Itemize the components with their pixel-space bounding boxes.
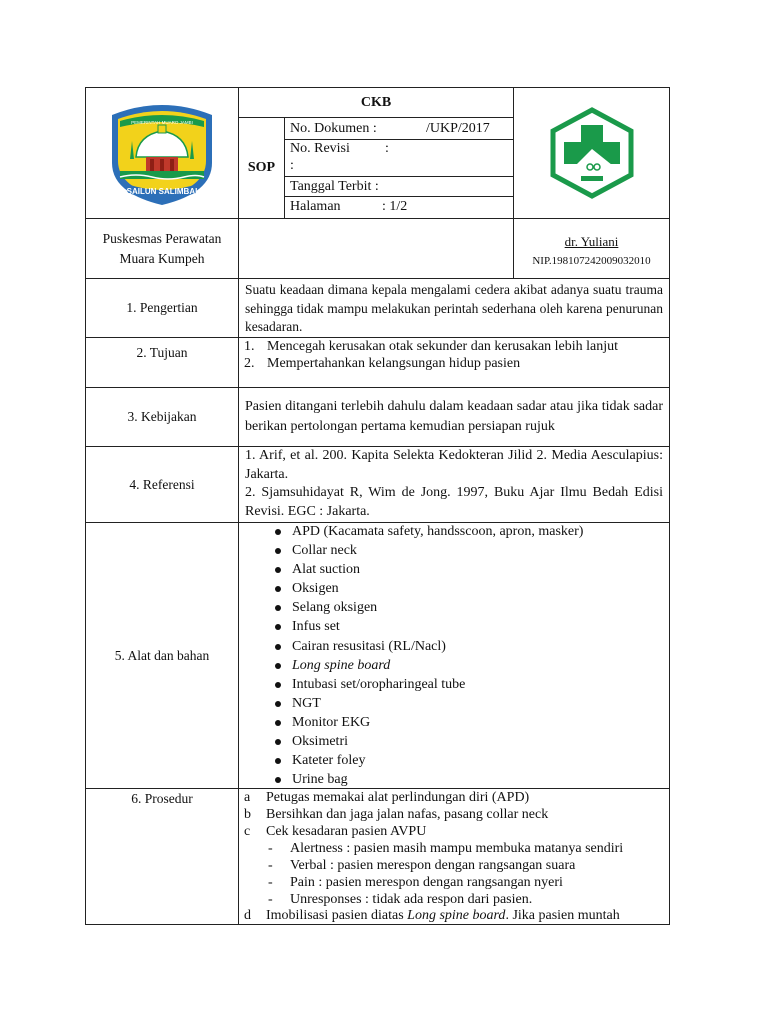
sop-label: SOP <box>247 160 276 175</box>
step-text-post: . Jika pasien muntah <box>505 908 620 923</box>
field-no-dokumen <box>290 118 510 139</box>
bullet-dash: - <box>268 892 273 907</box>
list-item: Selang oksigen <box>239 598 669 617</box>
list-text: Mencegah kerusakan otak sekunder dan kerusakan lebih lanjut <box>267 339 619 354</box>
list-item: Infus set <box>239 617 669 636</box>
border-bottom <box>85 924 670 925</box>
step-text-italic: Long spine board <box>407 908 506 923</box>
list-item: APD (Kacamata safety, handsscoon, apron, masker) <box>239 522 669 541</box>
field-label: Halaman <box>290 199 341 214</box>
field-label: No. Dokumen : <box>290 121 377 136</box>
reference-item: 1. Arif, et al. 200. Kapita Selekta Kedokteran Jilid 2. Media Aesculapius: Jakarta. <box>245 448 663 482</box>
svg-text:SAILUN SALIMBAI: SAILUN SALIMBAI <box>126 187 198 196</box>
field-halaman <box>290 197 510 218</box>
sop-divider <box>284 117 285 218</box>
bullet-dash: - <box>268 875 273 890</box>
list-item: Urine bag <box>239 770 669 789</box>
list-item: Kateter foley <box>239 751 669 770</box>
list-item <box>244 355 664 372</box>
step-key: c <box>244 824 251 839</box>
list-item: Collar neck <box>239 541 669 560</box>
list-number: 2. <box>244 356 255 371</box>
avpu-text: Unresponses : tidak ada respon dari pasien. <box>290 892 533 907</box>
kebijakan-label: 3. Kebijakan <box>127 409 197 424</box>
list-item: Alat suction <box>239 560 669 579</box>
step-key: d <box>244 908 251 923</box>
pengertian-text: Suatu keadaan dimana kepala mengalami cedera akibat adanya suatu trauma sehingga tidak mampu melakukan perintah sederhana oleh karena penurunan kesadaran. <box>245 282 663 334</box>
step-text-pre: Imobilisasi pasien diatas <box>266 908 408 923</box>
field-tanggal-terbit <box>290 177 510 196</box>
reference-item: 2. Sjamsuhidayat R, Wim de Jong. 1997, Buku Ajar Ilmu Bedah Edisi Revisi. EGC : Jakarta. <box>245 485 663 519</box>
step-text <box>266 908 620 924</box>
list-item: Cairan resusitasi (RL/Nacl) <box>239 637 669 656</box>
signatory-name: dr. Yuliani <box>564 234 619 249</box>
step-text: Cek kesadaran pasien AVPU <box>266 824 427 839</box>
field-value: : <box>385 141 389 156</box>
puskesmas-cross-icon <box>546 107 638 199</box>
list-item: Long spine board <box>239 656 669 675</box>
bullet-dash: - <box>268 841 273 856</box>
list-item: Monitor EKG <box>239 713 669 732</box>
tujuan-list <box>244 338 664 372</box>
field-value-2: : <box>290 158 294 173</box>
bullet-dash: - <box>268 858 273 873</box>
step-key: a <box>244 790 251 805</box>
document-title: CKB <box>360 94 392 110</box>
list-number: 1. <box>244 339 255 354</box>
list-item: NGT <box>239 694 669 713</box>
pengertian-label: 1. Pengertian <box>126 300 198 315</box>
org-line-1: Puskesmas Perawatan <box>102 230 222 246</box>
list-item <box>244 338 664 355</box>
svg-text:PEMERINTAH MUARO JAMBI: PEMERINTAH MUARO JAMBI <box>131 120 193 125</box>
puskesmas-logo <box>514 88 669 218</box>
referensi-list <box>245 447 663 521</box>
list-text: Mempertahankan kelangsungan hidup pasien <box>267 356 521 371</box>
field-value: : 1/2 <box>382 199 408 214</box>
list-item: Intubasi set/oropharingeal tube <box>239 675 669 694</box>
step-key: b <box>244 807 251 822</box>
prosedur-label: 6. Prosedur <box>131 791 193 806</box>
regency-emblem-icon <box>106 97 218 209</box>
alat-list <box>239 522 669 789</box>
field-label: Tanggal Terbit : <box>290 179 379 194</box>
step-text: Petugas memakai alat perlindungan diri (APD) <box>266 790 530 805</box>
organization-name <box>86 219 238 278</box>
avpu-text: Pain : pasien merespon dengan rangsangan nyeri <box>290 875 563 890</box>
list-item: Oksimetri <box>239 732 669 751</box>
signatory-nip: NIP.198107242009032010 <box>532 255 651 267</box>
kebijakan-text: Pasien ditangani terlebih dahulu dalam keadaan sadar atau jika tidak sadar berikan pertolongan pertama kemudian persiapan rujuk <box>245 399 663 434</box>
regency-logo <box>86 88 238 218</box>
step-text: Bersihkan dan jaga jalan nafas, pasang collar neck <box>266 807 549 822</box>
tujuan-label: 2. Tujuan <box>136 345 188 360</box>
avpu-text: Alertness : pasien masih mampu membuka matanya sendiri <box>290 841 624 856</box>
field-value: /UKP/2017 <box>426 121 490 136</box>
avpu-text: Verbal : pasien merespon dengan rangsangan suara <box>290 858 576 873</box>
border-right <box>669 87 670 925</box>
field-no-revisi <box>290 140 510 176</box>
list-item: Oksigen <box>239 579 669 598</box>
org-line-2: Muara Kumpeh <box>119 250 205 266</box>
field-label: No. Revisi <box>290 141 350 156</box>
alat-label: 5. Alat dan bahan <box>114 647 210 663</box>
signatory <box>514 219 669 278</box>
referensi-label: 4. Referensi <box>129 476 195 492</box>
